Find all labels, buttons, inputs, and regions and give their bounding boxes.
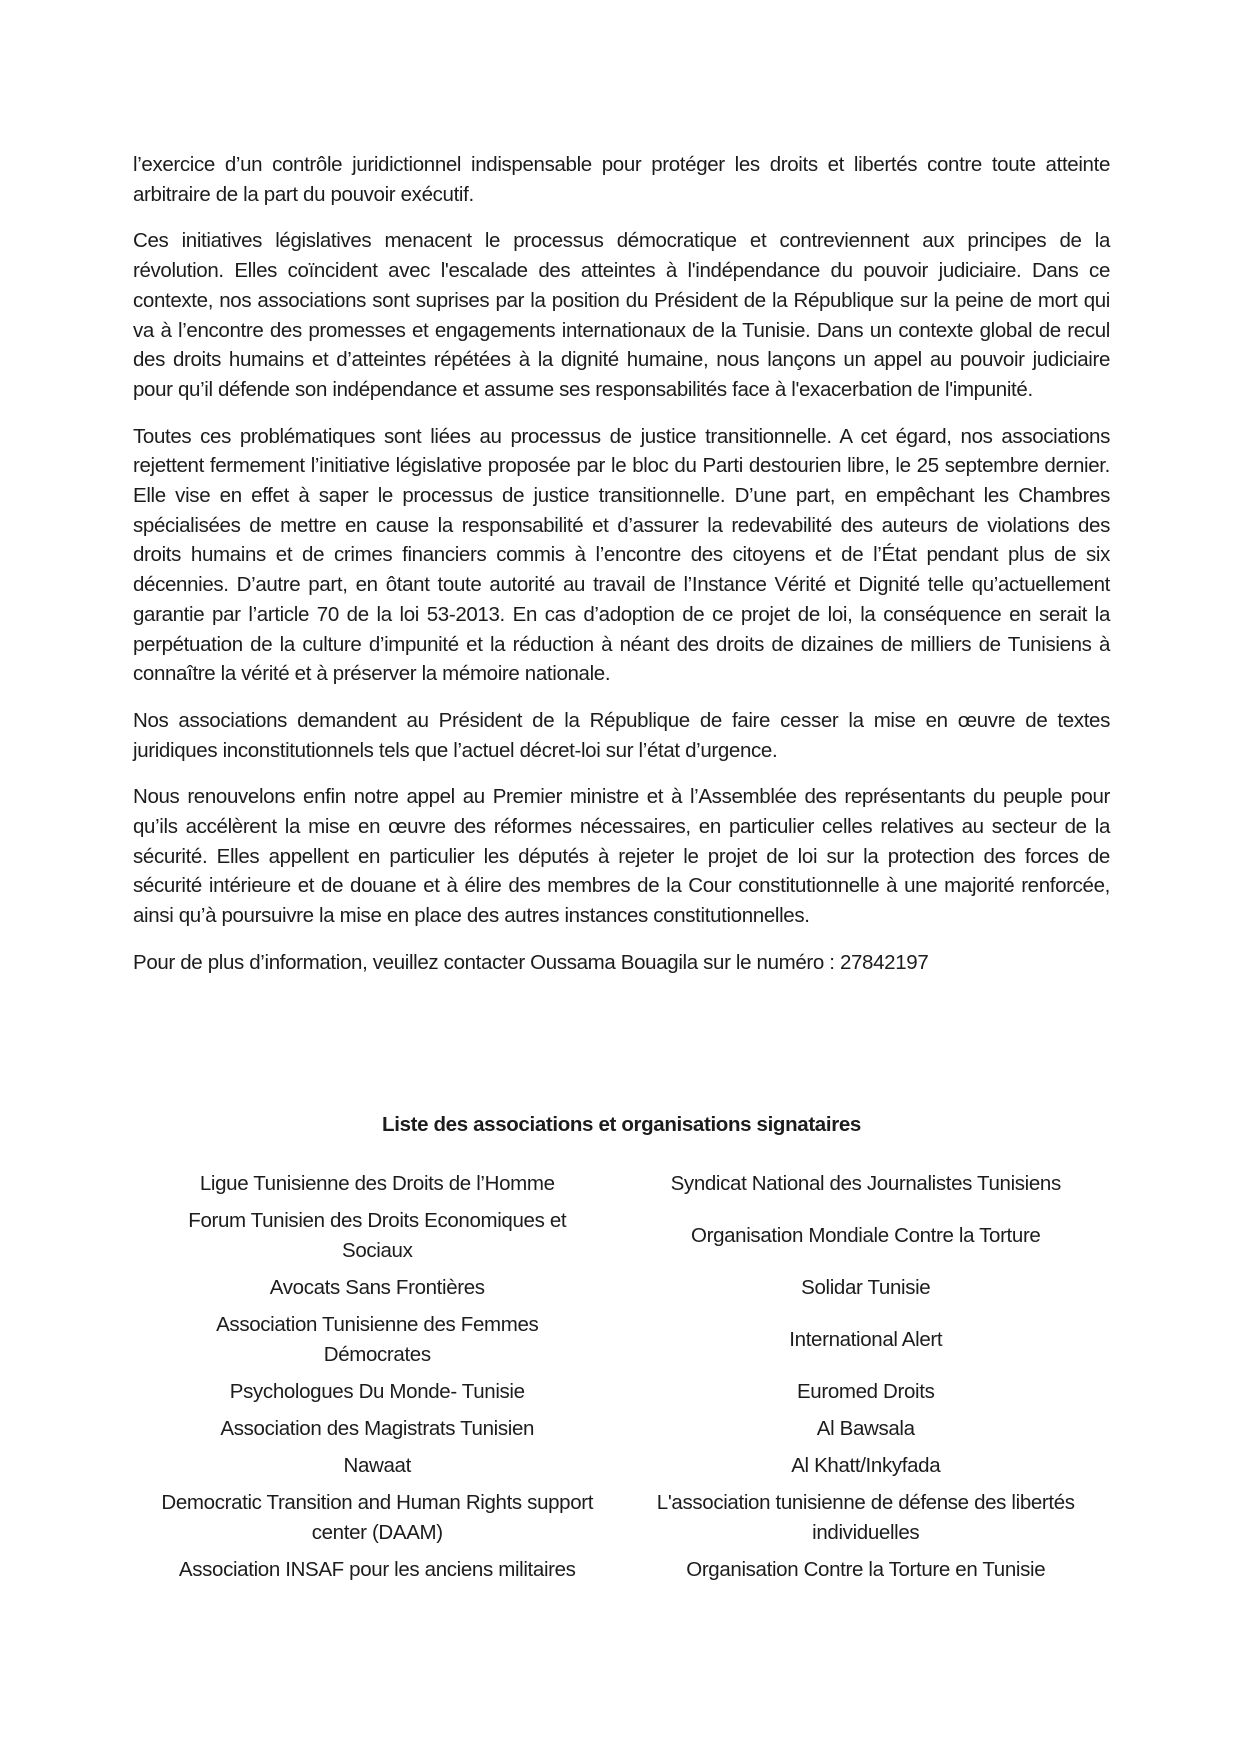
- body-paragraph-3: Toutes ces problématiques sont liées au processus de justice transitionnelle. A cet égard, nos associations rejettent fermement l’initiative législative proposée par le bloc du Parti destourien libre, le 25 septembre dernier. Elle vise en effet à saper le processus de justice transitionnelle. D’une part, en empêchant les Chambres spécialisées de mettre en cause la responsabilité et d’assurer la redevabilité des auteurs de violations des droits humains et de crimes financiers commis à l’encontre des citoyens et de l’État pendant plus de six décennies. D’autre part, en ôtant toute autorité au travail de l’Instance Vérité et Dignité telle qu’actuellement garantie par l’article 70 de la loi 53-2013. En cas d’adoption de ce projet de loi, la conséquence en serait la perpétuation de la culture d’impunité et la réduction à néant des droits de dizaines de milliers de Tunisiens à connaître la vérité et à préserver la mémoire nationale.: [133, 424, 1110, 686]
- signatory-name: Association INSAF pour les anciens militaires: [178, 1558, 576, 1582]
- body-paragraph-2: Ces initiatives législatives menacent le processus démocratique et contreviennent aux principes de la révolution. Elles coïncident avec l'escalade des atteintes à l'indépendance du pouvoir judiciaire. Dans ce contexte, nos associations sont suprises par la position du Président de la République sur la peine de mort qui va à l’encontre des promesses et engagements internationaux de la Tunisie. Dans un contexte global de recul des droits humains et d’atteintes répétées à la dignité humaine, nous lançons un appel au pouvoir judiciaire pour qu’il défende son indépendance et assume ses responsabilités face à l'exacerbation de l'impunité.: [133, 229, 1110, 401]
- signatory-name: Al Bawsala: [816, 1417, 915, 1441]
- signatory-row: [133, 1485, 1110, 1552]
- signatory-name: Solidar Tunisie: [801, 1276, 931, 1300]
- signatory-name: Avocats Sans Frontières: [269, 1276, 485, 1300]
- body-paragraph-1: l’exercice d’un contrôle juridictionnel indispensable pour protéger les droits et libertés contre toute atteinte arbitraire de la part du pouvoir exécutif.: [133, 153, 1110, 206]
- signatory-name: Democratic Transition and Human Rights support center (DAAM): [161, 1491, 594, 1545]
- signatory-name: Association des Magistrats Tunisien: [220, 1417, 535, 1441]
- signatory-row: [133, 1374, 1110, 1411]
- signatory-name: Psychologues Du Monde- Tunisie: [229, 1380, 525, 1404]
- signatory-row: [133, 1166, 1110, 1203]
- signatory-name: Syndicat National des Journalistes Tunisiens: [670, 1172, 1061, 1196]
- signatory-row: [133, 1203, 1110, 1270]
- statement-body: [133, 150, 1110, 978]
- signatory-name: Association Tunisienne des Femmes Démocrates: [216, 1313, 539, 1367]
- signatory-row: [133, 1552, 1110, 1589]
- signatory-row: [133, 1270, 1110, 1307]
- body-paragraph-4: Nos associations demandent au Président de la République de faire cesser la mise en œuvre de textes juridiques inconstitutionnels tels que l’actuel décret-loi sur l’état d’urgence.: [133, 708, 1110, 762]
- signatory-row: [133, 1411, 1110, 1448]
- contact-line: Pour de plus d’information, veuillez contacter Oussama Bouagila sur le numéro : 27842197: [133, 950, 929, 974]
- signatory-name: Ligue Tunisienne des Droits de l’Homme: [199, 1172, 555, 1196]
- signatory-name: Organisation Contre la Torture en Tunisie: [686, 1558, 1046, 1582]
- signatories-heading: Liste des associations et organisations signataires: [382, 1112, 861, 1136]
- body-paragraph-5: Nous renouvelons enfin notre appel au Premier ministre et à l’Assemblée des représentants du peuple pour qu’ils accélèrent la mise en œuvre des réformes nécessaires, en particulier celles relatives au secteur de la sécurité. Elles appellent en particulier les députés à rejeter le projet de loi sur la protection des forces de sécurité intérieure et de douane et à élire des membres de la Cour constitutionnelle à une majorité renforcée, ainsi qu’à poursuivre la mise en place des autres instances constitutionnelles.: [133, 785, 1110, 928]
- signatory-row: [133, 1307, 1110, 1374]
- signatory-name: Nawaat: [343, 1454, 411, 1478]
- signatory-name: Organisation Mondiale Contre la Torture: [691, 1224, 1041, 1248]
- signatory-name: Euromed Droits: [796, 1380, 935, 1404]
- signatory-row: [133, 1448, 1110, 1485]
- signatory-name: L'association tunisienne de défense des libertés individuelles: [656, 1491, 1075, 1545]
- signatory-name: International Alert: [789, 1328, 943, 1352]
- signatory-name: Forum Tunisien des Droits Economiques et Sociaux: [188, 1209, 567, 1263]
- signatory-name: Al Khatt/Inkyfada: [791, 1454, 941, 1478]
- signatories-table: [133, 1166, 1110, 1589]
